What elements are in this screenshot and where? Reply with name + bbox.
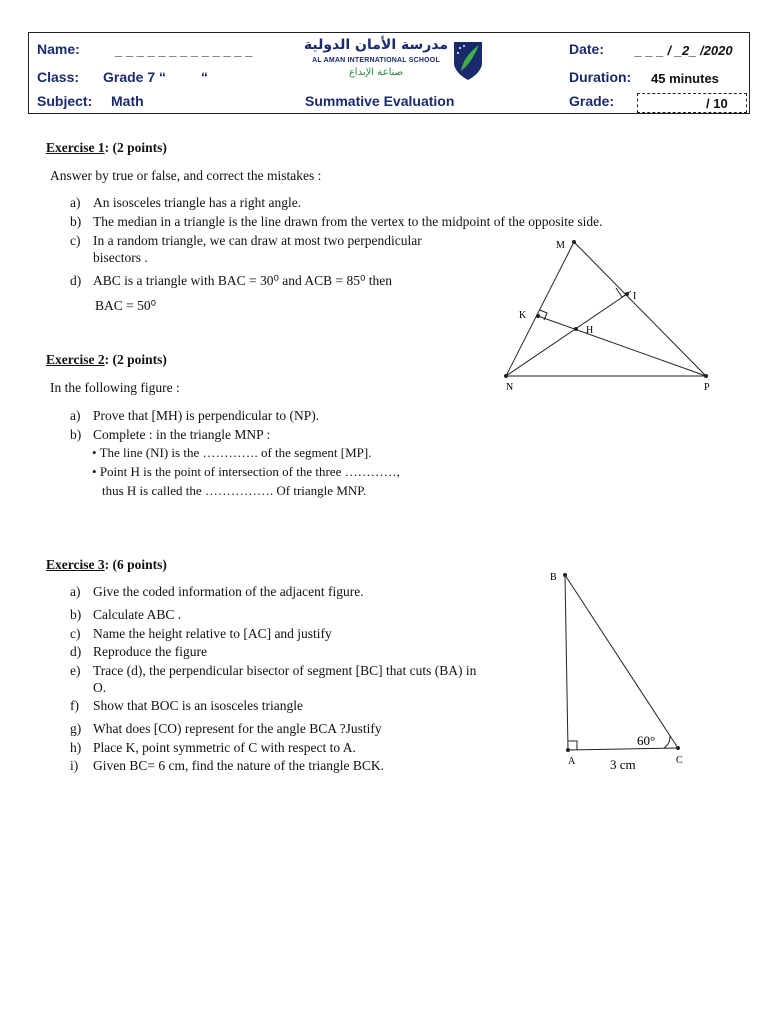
grade-box	[637, 93, 747, 113]
school-logo	[301, 37, 481, 89]
subject-value: Math	[111, 93, 144, 109]
exercise-3-heading	[46, 557, 167, 573]
ex3-item-letter: e)	[70, 663, 81, 678]
triangle-abc-figure	[540, 565, 700, 780]
height-ni	[506, 294, 627, 376]
ex3-item-text: What does [CO) represent for the angle BCA ?Justify	[93, 721, 382, 736]
label-b: B	[550, 572, 557, 583]
ex1-item-letter: c)	[70, 233, 81, 248]
label-m: M	[556, 240, 565, 251]
ex3-item-text: Name the height relative to [AC] and justify	[93, 626, 332, 641]
ex1-item-text: In a random triangle, we can draw at most two perpendicular	[93, 233, 422, 248]
exercise-2-instruction: In the following figure :	[50, 380, 180, 395]
exercise-1-points: : (2 points)	[104, 140, 167, 155]
ex2-bullet-cont: thus H is called the ……………. Of triangle MNP.	[102, 483, 367, 498]
side-bc	[565, 575, 678, 748]
ex2-item-letter: b)	[70, 427, 82, 442]
ex2-bullet: • The line (NI) is the …………. of the segment [MP].	[92, 445, 372, 460]
ex3-item-letter: h)	[70, 740, 82, 755]
ex3-item-text-cont: O.	[93, 680, 107, 695]
ex1-item-text-cont: BAC = 50⁰	[95, 298, 157, 313]
ex3-item-text: Show that BOC is an isosceles triangle	[93, 698, 303, 713]
label-h: H	[586, 325, 594, 336]
ex3-item-text: Given BC= 6 cm, find the nature of the triangle BCK.	[93, 758, 385, 773]
ex3-item-text: Reproduce the figure	[93, 644, 207, 659]
exam-header	[28, 32, 750, 114]
exercise-3-points: : (6 points)	[104, 557, 167, 572]
height-pk	[538, 316, 706, 376]
school-name-english: AL AMAN INTERNATIONAL SCHOOL	[312, 57, 440, 64]
angle-arc-c	[664, 736, 670, 748]
name-blank: _ _ _ _ _ _ _ _ _ _ _ _ _	[115, 43, 253, 58]
exercise-2-heading	[46, 352, 167, 368]
ex3-item-letter: g)	[70, 721, 82, 736]
exercise-1-instruction: Answer by true or false, and correct the mistakes :	[50, 168, 322, 183]
label-k: K	[519, 310, 527, 321]
exercise-1-heading	[46, 140, 167, 156]
class-label: Class:	[37, 69, 80, 85]
duration-label: Duration:	[569, 69, 632, 85]
ex3-item-letter: c)	[70, 626, 81, 641]
ex3-item-letter: i)	[70, 758, 79, 773]
ex3-item-text: Place K, point symmetric of C with respect to A.	[93, 740, 356, 755]
side-ac-label: 3 cm	[610, 757, 636, 772]
label-i: I	[633, 291, 637, 302]
ex1-item-letter: d)	[70, 273, 82, 288]
side-ac	[568, 748, 678, 750]
ex1-item-text: The median in a triangle is the line drawn from the vertex to the midpoint of the opposite side.	[93, 214, 603, 229]
grade-value: / 10	[706, 96, 728, 111]
side-ba	[565, 575, 568, 750]
school-motto-arabic: صناعة الإبداع	[348, 67, 404, 78]
label-n: N	[506, 382, 514, 393]
duration-value: 45 minutes	[651, 71, 719, 86]
ex2-bullet-text: Point H is the point of intersection of the three …………,	[99, 464, 400, 479]
exercise-3-title: Exercise 3	[46, 557, 105, 572]
ex3-item-letter: b)	[70, 607, 82, 622]
label-a: A	[568, 756, 576, 767]
ex2-bullet-text: The line (NI) is the …………. of the segment [MP].	[99, 445, 372, 460]
name-label: Name:	[37, 41, 80, 57]
side-mp	[574, 242, 706, 376]
ex2-item-text: Complete : in the triangle MNP :	[93, 427, 271, 442]
exercise-2-title: Exercise 2	[46, 352, 105, 367]
ex1-item-text-cont: bisectors .	[93, 250, 148, 265]
ex1-item-text: An isosceles triangle has a right angle.	[93, 195, 302, 210]
ex1-item-letter: a)	[70, 195, 81, 210]
class-value: Grade 7 “	[103, 69, 167, 85]
exercise-1-title: Exercise 1	[46, 140, 105, 155]
triangle-mnp-figure	[490, 230, 730, 400]
ex2-item-letter: a)	[70, 408, 81, 423]
date-value: _ _ _ / _2_ /2020	[635, 43, 733, 58]
ex3-item-letter: d)	[70, 644, 82, 659]
side-mn	[506, 242, 574, 376]
ex3-item-text: Give the coded information of the adjacent figure.	[93, 584, 364, 599]
school-name-arabic: مدرسة الأمان الدولية	[303, 37, 449, 53]
subject-label: Subject:	[37, 93, 93, 109]
grade-label: Grade:	[569, 93, 615, 109]
date-label: Date:	[569, 41, 605, 57]
ex1-item-letter: b)	[70, 214, 82, 229]
ex3-item-letter: f)	[70, 698, 79, 713]
ex3-item-letter: a)	[70, 584, 81, 599]
ex3-item-text: Calculate ABC .	[93, 607, 182, 622]
ex1-item-text: ABC is a triangle with BAC = 30⁰ and ACB = 85⁰ then	[93, 273, 393, 288]
ex3-item-text: Trace (d), the perpendicular bisector of segment [BC] that cuts (BA) in	[93, 663, 477, 678]
ex2-item-text: Prove that [MH) is perpendicular to (NP).	[93, 408, 320, 423]
class-quote: “	[201, 69, 208, 85]
label-p: P	[704, 382, 710, 393]
angle-c-label: 60°	[637, 733, 656, 748]
ex2-bullet: • Point H is the point of intersection of the three …………,	[92, 464, 400, 479]
label-c: C	[676, 755, 683, 766]
exercise-2-points: : (2 points)	[104, 352, 167, 367]
school-shield-icon	[451, 39, 485, 83]
evaluation-title: Summative Evaluation	[305, 93, 455, 109]
